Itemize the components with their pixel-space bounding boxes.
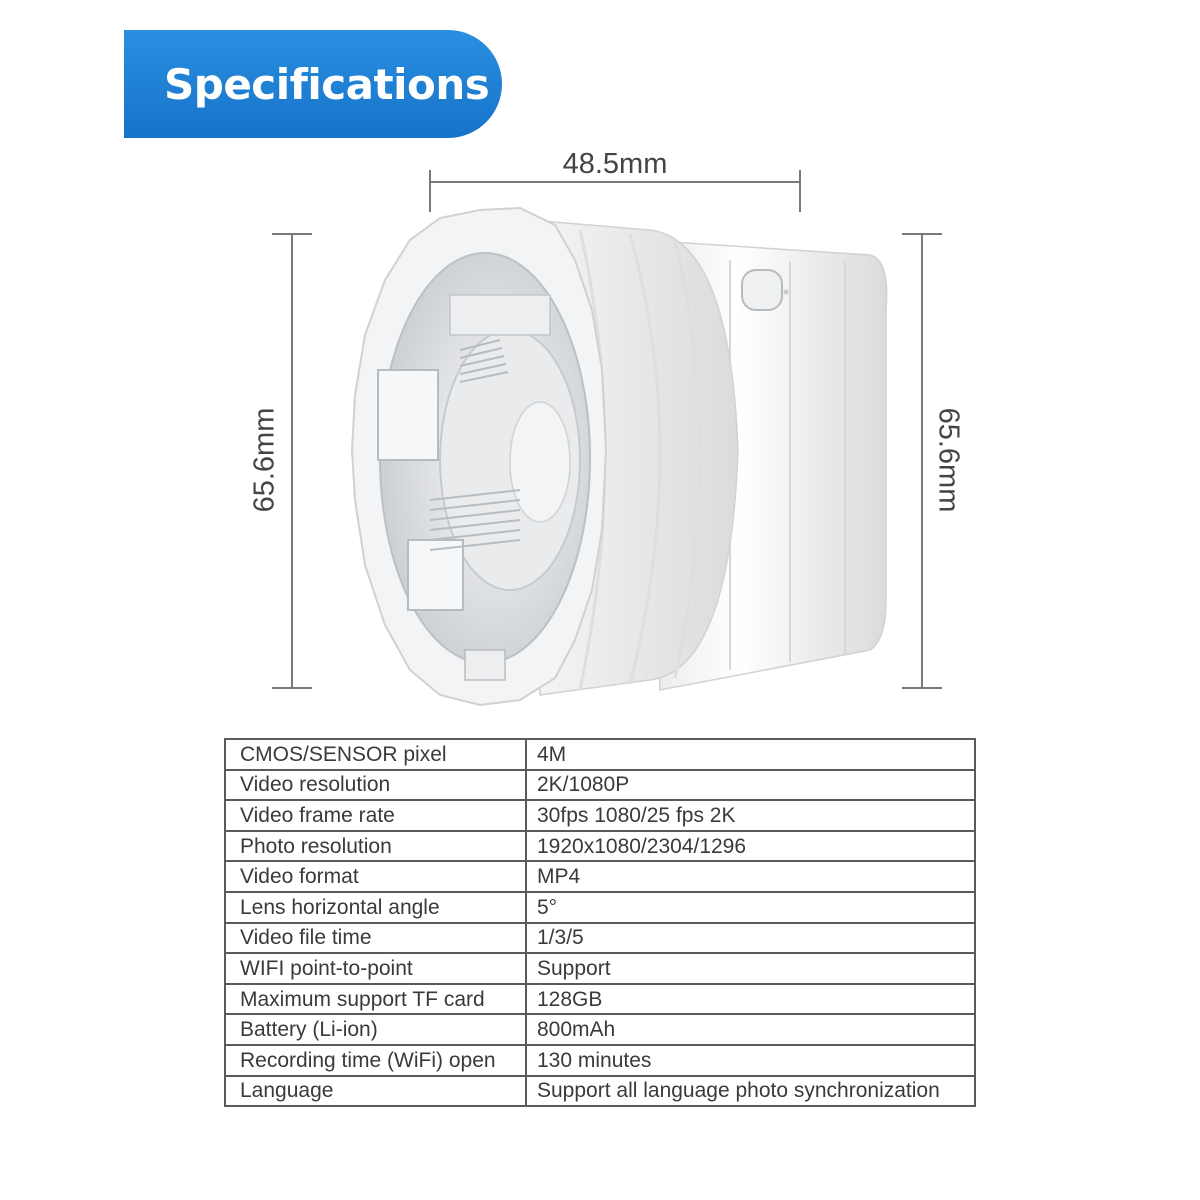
spec-label: WIFI point-to-point (225, 953, 526, 984)
height-dimension-label-right: 65.6mm (932, 407, 965, 513)
spec-value: 30fps 1080/25 fps 2K (526, 800, 975, 831)
table-row (225, 770, 975, 801)
spec-value: 5° (526, 892, 975, 923)
spec-value: Support all language photo synchronization (526, 1076, 975, 1107)
table-row (225, 739, 975, 770)
spec-label: Lens horizontal angle (225, 892, 526, 923)
height-dimension-label-left: 65.6mm (248, 407, 281, 513)
table-row (225, 800, 975, 831)
table-row (225, 861, 975, 892)
spec-value: 2K/1080P (526, 770, 975, 801)
spec-table-body (225, 739, 975, 1106)
spec-label: Language (225, 1076, 526, 1107)
spec-label: CMOS/SENSOR pixel (225, 739, 526, 770)
table-row (225, 984, 975, 1015)
spec-value: 800mAh (526, 1014, 975, 1045)
spec-value: Support (526, 953, 975, 984)
spec-label: Video format (225, 861, 526, 892)
table-row (225, 1014, 975, 1045)
spec-value: MP4 (526, 861, 975, 892)
table-row (225, 1076, 975, 1107)
table-row (225, 1045, 975, 1076)
page-title: Specifications (164, 59, 490, 109)
width-dimension-label: 48.5mm (562, 148, 668, 180)
spec-label: Video file time (225, 923, 526, 954)
spec-label: Recording time (WiFi) open (225, 1045, 526, 1076)
table-row (225, 953, 975, 984)
spec-label: Maximum support TF card (225, 984, 526, 1015)
table-row (225, 923, 975, 954)
spec-value: 4M (526, 739, 975, 770)
spec-label: Video resolution (225, 770, 526, 801)
spec-label: Photo resolution (225, 831, 526, 862)
spec-value: 128GB (526, 984, 975, 1015)
camera-device-icon (330, 200, 900, 720)
table-row (225, 831, 975, 862)
table-row (225, 892, 975, 923)
spec-value: 1/3/5 (526, 923, 975, 954)
spec-value: 1920x1080/2304/1296 (526, 831, 975, 862)
spec-value: 130 minutes (526, 1045, 975, 1076)
spec-label: Video frame rate (225, 800, 526, 831)
spec-label: Battery (Li-ion) (225, 1014, 526, 1045)
spec-table (224, 738, 976, 1107)
